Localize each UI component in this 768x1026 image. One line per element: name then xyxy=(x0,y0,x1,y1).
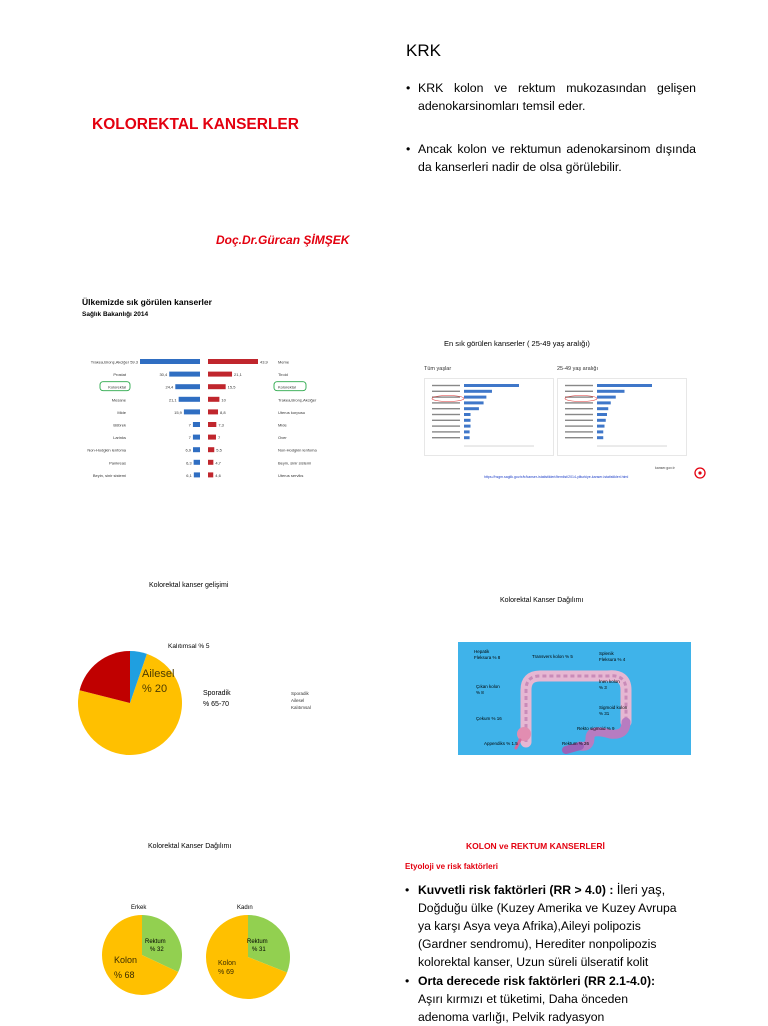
bar-men xyxy=(194,472,200,477)
bar-label: Prostat xyxy=(113,372,126,378)
bar-women xyxy=(208,409,218,414)
bullet-dot-icon: • xyxy=(406,142,411,156)
cecum-label: Çekum % 16 xyxy=(476,716,502,721)
bar-value-label: 7,3 xyxy=(218,422,224,428)
mini-bar-label xyxy=(432,431,460,432)
bullet-text: Ancak kolon ve rektumun adenokarsinom dışında da kanserleri nadir de olsa görülebilir. xyxy=(418,142,696,174)
bar-label: Non-Hodgkin lenfoma xyxy=(87,447,126,453)
bar-value-label: 7 xyxy=(188,435,191,441)
mini-bar xyxy=(597,436,603,439)
male-label: Erkek xyxy=(131,905,147,911)
male-colon-pct: % 68 xyxy=(114,970,135,980)
chart-title: Kolorektal Kanser Dağılımı xyxy=(148,843,232,850)
young-age-chart xyxy=(557,378,687,456)
mini-bar xyxy=(464,425,471,428)
mini-bar xyxy=(464,436,470,439)
bar-value-label: 7 xyxy=(188,422,191,428)
bar-value-label: 4,6 xyxy=(215,472,221,478)
bullet-dot-icon: • xyxy=(405,974,410,988)
bar-value-label: 6,1 xyxy=(186,472,192,478)
sporadic-label: Sporadik xyxy=(203,690,231,697)
mini-bar-label xyxy=(565,420,593,421)
mini-bar xyxy=(464,390,492,393)
bar-label: Kolorektal xyxy=(278,384,296,390)
bar-women xyxy=(208,435,216,440)
male-colon-label: Kolon xyxy=(114,955,138,965)
family-label: Ailesel xyxy=(142,668,175,680)
bar-value-label: 7 xyxy=(217,435,221,441)
mini-bar xyxy=(597,407,608,410)
chart-title: Kolorektal Kanser Dağılımı xyxy=(500,597,584,604)
mini-bar xyxy=(464,401,484,404)
mini-bar xyxy=(464,384,519,387)
mini-bar-label xyxy=(432,391,460,392)
bar-label: Uterus korpusu xyxy=(278,409,306,415)
sigmoid-colon-label: Sigmoid kolon % 31 xyxy=(599,705,628,716)
female-rectum-label: Rektum xyxy=(247,939,268,945)
descending-colon-label: İnen kolon % 3 xyxy=(599,679,620,690)
bar-label: Tiroid xyxy=(278,372,288,378)
bar-label: Mide xyxy=(278,422,287,428)
bar-value-label: 15,9 xyxy=(174,409,182,415)
mini-bar-label xyxy=(565,425,593,426)
bar-label: Uterus serviks xyxy=(278,472,304,478)
moderate-risk-title: Orta derecede risk faktörleri (RR 2.1-4.0): xyxy=(418,974,656,988)
mini-bar-label xyxy=(565,437,593,438)
risk-line: adenoma varlığı, Pelvik radyasyon xyxy=(418,1010,605,1024)
bar-label: Mesane xyxy=(111,397,126,403)
slide-subheading: Etyoloji ve risk faktörleri xyxy=(405,862,498,871)
bar-value-label: 15,5 xyxy=(227,384,236,390)
mini-bar xyxy=(597,413,607,416)
male-rectum-label: Rektum xyxy=(145,939,166,945)
risk-bullet-moderate xyxy=(405,972,705,1026)
mini-bar-label xyxy=(565,391,593,392)
bar-label: Beyin, sinir sistemi xyxy=(278,460,312,466)
bar-label: Böbrek xyxy=(113,422,126,428)
mini-bar xyxy=(597,430,603,433)
mini-bar xyxy=(464,419,471,422)
cancer-bar-chart xyxy=(78,355,338,485)
bar-men xyxy=(193,422,200,427)
mini-bar-label xyxy=(432,414,460,415)
mini-bar-label xyxy=(432,385,460,386)
hepatic-flexure-label: Hepatik Fleksura % 8 xyxy=(474,649,501,660)
legend-sporadic: Sporadik xyxy=(291,691,309,696)
mini-bar xyxy=(597,396,616,399)
bullet-dot-icon: • xyxy=(405,883,410,897)
risk-line: Aşırı kırmızı et tüketimi, Daha önceden xyxy=(418,992,628,1006)
bar-value-label: 24,4 xyxy=(165,384,174,390)
bar-men xyxy=(184,409,200,414)
bar-value-label: 43,9 xyxy=(260,359,268,365)
colon-diagram xyxy=(458,642,691,755)
bar-men xyxy=(194,460,200,465)
legend-family: Ailesel xyxy=(291,698,305,703)
chart-subtitle: Sağlık Bakanlığı 2014 xyxy=(82,311,149,318)
bar-value-label: 10 xyxy=(221,397,226,403)
bar-women xyxy=(208,359,258,364)
risk-line: Doğduğu ülke (Kuzey Amerika ve Kuzey Avrupa xyxy=(418,901,677,915)
strong-risk-lead: İleri yaş, xyxy=(616,882,666,897)
male-rectum-pct: % 32 xyxy=(150,947,164,953)
bullet-1 xyxy=(406,80,696,115)
bar-men xyxy=(140,359,200,364)
bar-women xyxy=(208,447,214,452)
mini-bar xyxy=(464,407,479,410)
mini-bar-label xyxy=(432,408,460,409)
risk-bullet-strong xyxy=(405,881,705,971)
bar-women xyxy=(208,422,216,427)
bar-label: Trakea,Bronş,Akciğer xyxy=(278,397,317,403)
bar-value-label: 30,4 xyxy=(159,372,168,378)
bar-men xyxy=(175,384,200,389)
legend-hereditary: Kalıtımsal xyxy=(291,705,311,710)
bullet-dot-icon: • xyxy=(406,81,411,95)
bar-men xyxy=(179,397,200,402)
bar-women xyxy=(208,472,213,477)
bar-value-label: 6,9 xyxy=(185,447,192,453)
bar-label: Larinks xyxy=(113,435,126,441)
splenic-flexure-label: Splenik Fleksura % 4 xyxy=(599,651,626,662)
female-label: Kadın xyxy=(237,905,253,911)
risk-line: kolorektal kanser, Uzun süreli ülseratif kolit xyxy=(418,955,649,969)
slide-heading: KRK xyxy=(406,41,441,60)
bar-value-label: 6,3 xyxy=(186,460,192,466)
risk-line: ya karşı Asya veya Afrika),Aileyi polipozis xyxy=(418,919,641,933)
bar-men xyxy=(193,447,200,452)
risk-line: (Gardner sendromu), Herediter nonpolipozis xyxy=(418,937,657,951)
mini-bar-label xyxy=(565,408,593,409)
sporadic-percent: % 65-70 xyxy=(203,701,230,708)
right-chart-label: 25-49 yaş aralığı xyxy=(557,366,598,372)
bar-label: Meme xyxy=(278,359,290,365)
mini-bar-label xyxy=(565,431,593,432)
bar-value-label: 8,8 xyxy=(220,409,226,415)
chart-title: Kolorektal kanser gelişimi xyxy=(149,582,229,589)
left-chart-label: Tüm yaşlar xyxy=(424,366,452,372)
female-colon-label: Kolon xyxy=(218,960,236,967)
slide-heading: KOLON ve REKTUM KANSERLERİ xyxy=(466,841,605,851)
mini-bar-label xyxy=(565,402,593,403)
bar-women xyxy=(208,372,232,377)
family-percent: % 20 xyxy=(142,683,168,695)
bar-label: Mide xyxy=(117,409,126,415)
bar-label: Beyin, sinir sistemi xyxy=(92,472,126,478)
mini-bar-label xyxy=(565,414,593,415)
mini-bar-label xyxy=(432,437,460,438)
bar-women xyxy=(208,460,213,465)
bar-men xyxy=(193,435,200,440)
chart-title: Ülkemizde sık görülen kanserler xyxy=(82,297,212,307)
bar-women xyxy=(208,397,219,402)
bar-value-label: 21,1 xyxy=(168,397,177,403)
strong-risk-title: Kuvvetli risk faktörleri (RR > 4.0) : xyxy=(418,883,614,897)
mini-bar-label xyxy=(432,425,460,426)
author-name: Doç.Dr.Gürcan ŞİMŞEK xyxy=(216,233,350,247)
bar-label: Pankreas xyxy=(109,460,126,466)
ascending-colon-label: Çıkan kolon % 8 xyxy=(476,684,500,695)
mini-bar xyxy=(597,390,625,393)
bar-label: Trakea,Bronş,Akciğer 59.3 xyxy=(90,359,138,365)
rectum-label: Rektum % 26 xyxy=(562,741,590,746)
bar-label: Over xyxy=(278,435,287,441)
development-pie-chart xyxy=(70,645,200,760)
male-pie-chart xyxy=(100,913,184,997)
mini-bar xyxy=(464,413,471,416)
bar-value-label: 21,1 xyxy=(234,372,242,378)
appendix-label: Appendiks % 1.5 xyxy=(484,741,518,746)
source-label: kanser.gov.tr xyxy=(655,466,675,470)
mini-bar xyxy=(597,425,605,428)
presentation-title: KOLOREKTAL KANSERLER xyxy=(92,116,299,133)
bar-women xyxy=(208,384,226,389)
mini-bar-label xyxy=(432,420,460,421)
female-rectum-pct: % 31 xyxy=(252,947,266,953)
bar-label: Non-Hodgkin lenfoma xyxy=(278,447,317,453)
bullet-text: KRK kolon ve rektum mukozasından gelişen adenokarsinomları temsil eder. xyxy=(418,81,696,113)
source-url[interactable]: https://hsgm.saglik.gov.tr/tr/kanser-istatistikleri/itemlist/2014-yilturkiye-kanser-istatistikleri.html xyxy=(484,475,629,479)
transverse-colon-label: Transvers kolon % 5 xyxy=(532,654,573,659)
bar-men xyxy=(169,372,200,377)
bullet-2 xyxy=(406,141,696,176)
mini-bar xyxy=(597,401,611,404)
mini-bar xyxy=(597,384,652,387)
bar-value-label: 4,7 xyxy=(215,460,221,466)
mini-bar xyxy=(464,430,470,433)
female-colon-pct: % 69 xyxy=(218,969,234,976)
ministry-logo-icon xyxy=(693,466,707,482)
bar-label: Kolorektal xyxy=(108,384,126,390)
mini-bar xyxy=(464,396,486,399)
chart-title: En sık görülen kanserler ( 25-49 yaş aralığı) xyxy=(444,339,590,348)
mini-bar-label xyxy=(565,385,593,386)
mini-bar xyxy=(597,419,606,422)
mini-bar-label xyxy=(432,402,460,403)
hereditary-label: Kalıtımsal % 5 xyxy=(168,643,210,650)
female-pie-chart xyxy=(204,913,292,1001)
all-ages-chart xyxy=(424,378,554,456)
bar-value-label: 5,5 xyxy=(216,447,222,453)
rectosigmoid-label: Rekto sigmoid % 9 xyxy=(577,726,615,731)
